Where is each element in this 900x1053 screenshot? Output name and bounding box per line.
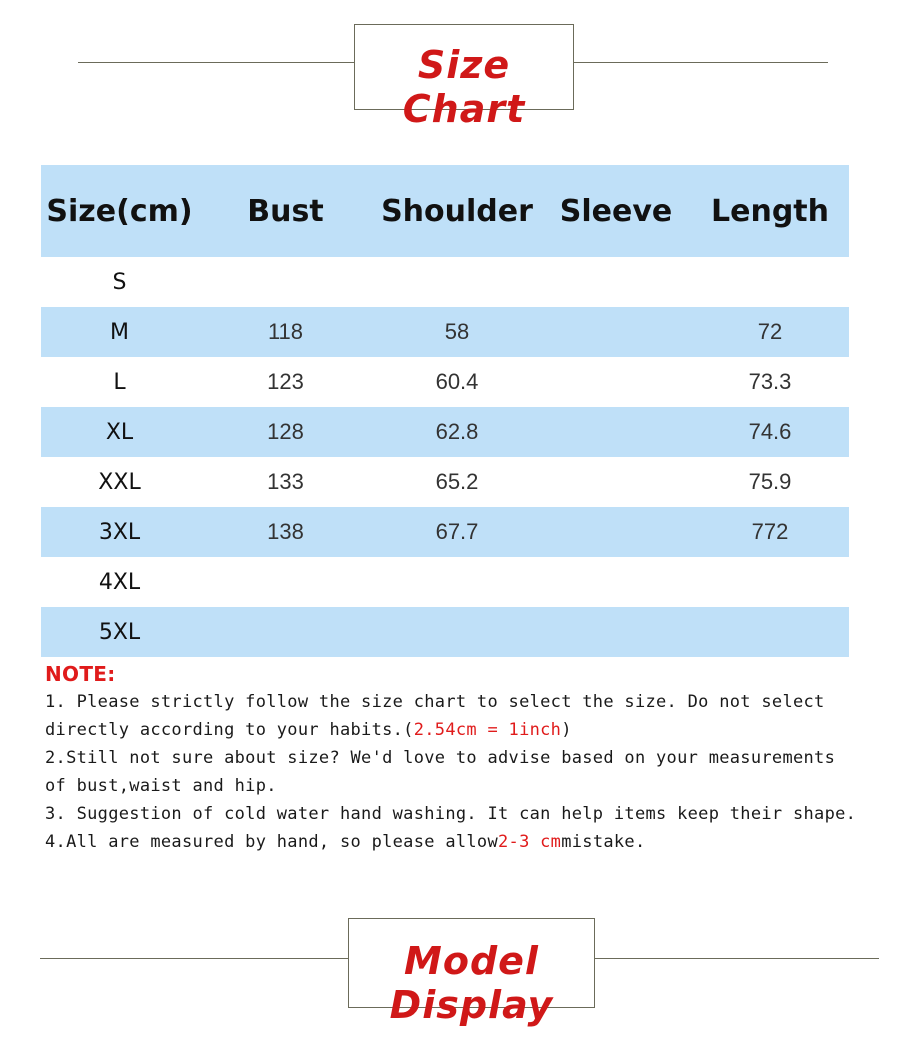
size-cell: XL — [105, 419, 134, 445]
length-cell: 72 — [757, 319, 783, 344]
note-text: directly according to your habits.( — [45, 720, 414, 740]
table-row — [41, 307, 849, 357]
table-header — [41, 165, 849, 257]
shoulder-cell: 58 — [444, 319, 470, 344]
divider-line — [593, 958, 879, 959]
bust-cell: 128 — [267, 419, 304, 444]
bust-cell: 133 — [267, 469, 304, 494]
note-text: ) — [561, 720, 572, 740]
divider-line — [40, 958, 348, 959]
bust-cell: 118 — [267, 319, 304, 344]
table-row — [41, 507, 849, 557]
column-header-sleeve: Sleeve — [559, 193, 673, 229]
table-row — [41, 457, 849, 507]
note-line — [45, 828, 895, 856]
divider-line — [572, 62, 828, 63]
size-cell: XXL — [98, 469, 141, 495]
shoulder-cell: 67.7 — [435, 519, 479, 544]
size-table — [41, 165, 849, 657]
tolerance-highlight: 2-3 cm — [498, 832, 562, 852]
table-row — [41, 407, 849, 457]
note-line: 2.Still not sure about size? We'd love to advise based on your measurements — [45, 748, 836, 768]
table-row — [41, 607, 849, 657]
note-line: 3. Suggestion of cold water hand washing. It can help items keep their shape. — [45, 804, 857, 824]
shoulder-cell: 60.4 — [435, 369, 479, 394]
column-header-shoulder: Shoulder — [381, 193, 533, 229]
notes-section — [45, 660, 895, 856]
note-text: 4.All are measured by hand, so please allow — [45, 832, 498, 852]
title-frame — [354, 24, 574, 131]
conversion-highlight: 2.54cm = 1inch — [413, 720, 562, 740]
table-row — [41, 357, 849, 407]
size-chart-title: Size Chart — [402, 43, 526, 131]
length-cell: 73.3 — [748, 369, 792, 394]
length-cell: 772 — [751, 519, 789, 544]
length-cell: 74.6 — [748, 419, 792, 444]
bust-cell: 123 — [267, 369, 304, 394]
size-cell: 3XL — [98, 519, 141, 545]
column-header-length: Length — [711, 193, 829, 229]
size-cell: 4XL — [98, 569, 141, 595]
note-line: 1. Please strictly follow the size chart to select the size. Do not select — [45, 692, 825, 712]
model-display-title: Model Display — [389, 939, 554, 1027]
size-cell: L — [113, 369, 126, 395]
note-line — [45, 716, 895, 744]
shoulder-cell: 65.2 — [435, 469, 479, 494]
table-row — [41, 257, 849, 307]
size-cell: 5XL — [98, 619, 141, 645]
title-frame — [348, 918, 595, 1027]
table-row — [41, 557, 849, 607]
column-header-size: Size(cm) — [46, 193, 193, 229]
bust-cell: 138 — [267, 519, 304, 544]
note-line: of bust,waist and hip. — [45, 776, 277, 796]
size-cell: M — [110, 319, 129, 345]
divider-line — [78, 62, 354, 63]
size-cell: S — [112, 269, 127, 295]
note-text: mistake. — [561, 832, 646, 852]
shoulder-cell: 62.8 — [435, 419, 479, 444]
length-cell: 75.9 — [748, 469, 792, 494]
note-title: NOTE: — [45, 662, 116, 686]
column-header-bust: Bust — [247, 193, 324, 229]
